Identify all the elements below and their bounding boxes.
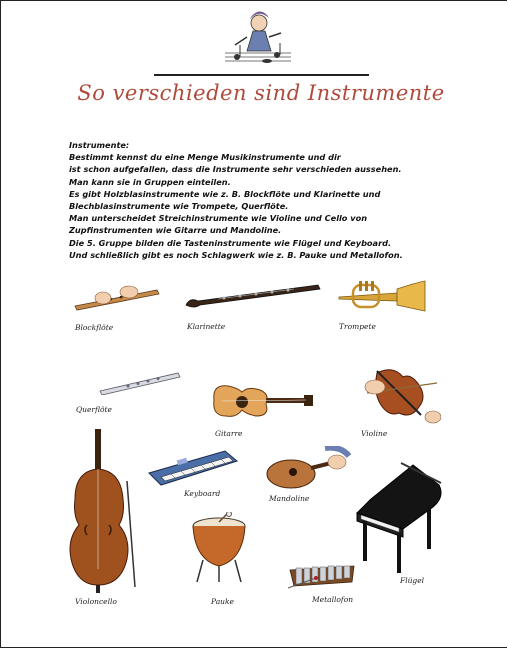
clarinet-image-icon: [184, 281, 322, 309]
grand-piano-image-icon: [353, 457, 445, 575]
page-title: So verschieden sind Instrumente: [77, 81, 445, 105]
label-metallofon: Metallofon: [312, 595, 354, 604]
flute-image-icon: [98, 371, 182, 395]
intro-line: Bestimmt kennst du eine Menge Musikinstrumente und dir: [69, 152, 341, 163]
intro-line: ist schon aufgefallen, dass die Instrumente sehr verschieden aussehen.: [69, 164, 402, 175]
label-violoncello: Violoncello: [75, 597, 117, 606]
cello-image-icon: [65, 429, 137, 593]
intro-line: Man kann sie in Gruppen einteilen.: [69, 176, 231, 187]
label-blockfloete: Blockflöte: [75, 323, 114, 332]
label-trompete: Trompete: [339, 322, 376, 331]
violin-image-icon: [363, 363, 441, 427]
guitar-image-icon: [208, 378, 314, 424]
intro-line: Die 5. Gruppe bilden die Tasteninstrumente wie Flügel und Keyboard.: [69, 237, 392, 248]
intro-line: Man unterscheidet Streichinstrumente wie Violine und Cello von: [69, 213, 368, 224]
label-mandoline: Mandoline: [269, 494, 310, 503]
label-klarinette: Klarinette: [187, 322, 226, 331]
mandolin-image-icon: [263, 446, 359, 490]
label-violine: Violine: [361, 429, 388, 438]
metallophone-image-icon: [286, 556, 358, 592]
keyboard-image-icon: [147, 447, 239, 487]
label-pauke: Pauke: [211, 597, 234, 606]
intro-line: Und schließlich gibt es noch Schlagwerk wie z. B. Pauke und Metallofon.: [69, 249, 403, 260]
trumpet-image-icon: [335, 279, 427, 315]
intro-text: [69, 139, 489, 261]
intro-line: Blechblasinstrumente wie Trompete, Querflöte.: [69, 201, 289, 212]
intro-line: Es gibt Holzblasinstrumente wie z. B. Blockflöte und Klarinette und: [69, 188, 381, 199]
intro-heading: Instrumente:: [69, 140, 130, 150]
label-fluegel: Flügel: [400, 576, 425, 585]
title-rule: [154, 74, 369, 76]
recorder-image-icon: [71, 284, 163, 312]
label-gitarre: Gitarre: [215, 429, 243, 438]
intro-line: Zupfinstrumenten wie Gitarre und Mandoline.: [69, 225, 282, 236]
label-keyboard: Keyboard: [184, 489, 221, 498]
musician-girl-logo-icon: [223, 9, 293, 67]
label-querfloete: Querflöte: [76, 405, 112, 414]
timpani-image-icon: [189, 512, 249, 584]
